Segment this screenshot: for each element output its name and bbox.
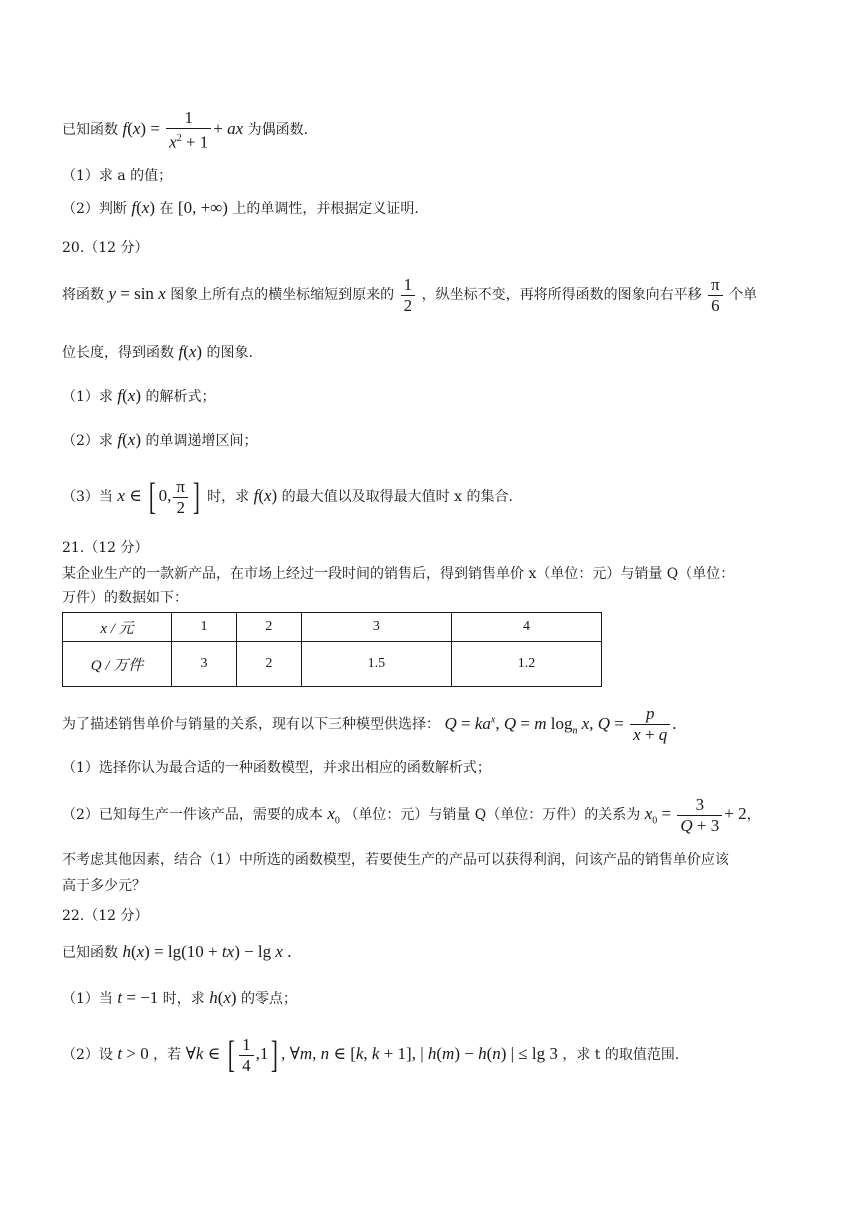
- q19-part2: （2）判断 f(x) 在 [0, +∞) 上的单调性，并根据定义证明.: [62, 198, 419, 217]
- table-header-cell: x / 元: [63, 613, 172, 642]
- q22-header: 22.（12 分）: [62, 908, 149, 924]
- table-cell: 4: [451, 613, 601, 642]
- q22-part1: （1）当 t = −1 时，求 h(x) 的零点；: [62, 988, 298, 1007]
- q19-part1: （1）求 a 的值；: [62, 168, 173, 184]
- q20-stem: 将函数 y = sin x 图象上所有点的横坐标缩短到原来的 $\frac{1}{2}$ ，纵坐标不变，再将所得函数的图象向右平移 $\frac{\pi}{6}$ 个单: [62, 274, 758, 315]
- sales-data-table: [62, 612, 602, 687]
- q20-header: 20.（12 分）: [62, 240, 149, 256]
- q19-stem: 已知函数 f(x) = $\frac{1}{x^2 + 1}$ + ax 为偶函数.: [62, 108, 309, 152]
- q20-stem-line2: 位长度，得到函数 f(x) 的图象.: [62, 342, 253, 361]
- table-cell: 3: [172, 642, 237, 687]
- q21-part2: （2）已知每生产一件该产品，需要的成本 $x_0$ （单位：元）与销量 Q（单位：万件）的关系为 $x_0$ = $\frac{3}{Q + 3}$ + 2，: [62, 794, 761, 835]
- q22-stem: 已知函数 h(x) = lg(10 + tx) − lg x .: [62, 942, 292, 961]
- q21-part2-line2: 不考虑其他因素，结合（1）中所选的函数模型，若要使生产的产品可以获得利润，问该产品的销售单价应该: [62, 852, 729, 868]
- table-cell: 2: [236, 613, 301, 642]
- table-cell: 1.2: [451, 642, 601, 687]
- q21-stem-line2: 万件）的数据如下：: [62, 590, 188, 606]
- q20-part1: （1）求 f(x) 的解析式；: [62, 386, 216, 405]
- q21-stem-line1: 某企业生产的一款新产品，在市场上经过一段时间的销售后，得到销售单价 x（单位：元）与销量 Q（单位：: [62, 566, 735, 582]
- q21-models: 为了描述销售单价与销量的关系，现有以下三种模型供选择： $Q = ka^x$, Q = m $\log_n x$, Q = $\frac{p}{x + q}$ .: [62, 704, 677, 745]
- table-cell: 1: [172, 613, 237, 642]
- q21-part2-line3: 高于多少元？: [62, 878, 146, 894]
- q21-header: 21.（12 分）: [62, 540, 149, 556]
- q22-part2: （2）设 t > 0 ，若 ∀k ∈ [ $\frac{1}{4}$ ,1] , ∀m, n ∈ [k, k + 1], | h(m) − h(n) | ≤ lg 3 ，求 t 的取值范围.: [62, 1034, 680, 1077]
- table-cell: 1.5: [301, 642, 451, 687]
- q19-function-formula: f(x) = $\frac{1}{x^2 + 1}$ + ax: [122, 108, 244, 152]
- table-header-cell: Q / 万件: [63, 642, 172, 687]
- table-row: [63, 642, 602, 687]
- q21-part1: （1）选择你认为最合适的一种函数模型，并求出相应的函数解析式；: [62, 760, 491, 776]
- table-row: [63, 613, 602, 642]
- table-cell: 3: [301, 613, 451, 642]
- q20-part3: （3）当 x ∈ [ 0, $\frac{\pi}{2}$ ] 时，求 f(x) 的最大值以及取得最大值时 x 的集合.: [62, 476, 513, 519]
- q21-model-formulas: $Q = ka^x$, Q = m $\log_n x$, Q = $\frac{p}{x + q}$ .: [444, 704, 677, 745]
- table-cell: 2: [236, 642, 301, 687]
- q20-part2: （2）求 f(x) 的单调递增区间；: [62, 430, 258, 449]
